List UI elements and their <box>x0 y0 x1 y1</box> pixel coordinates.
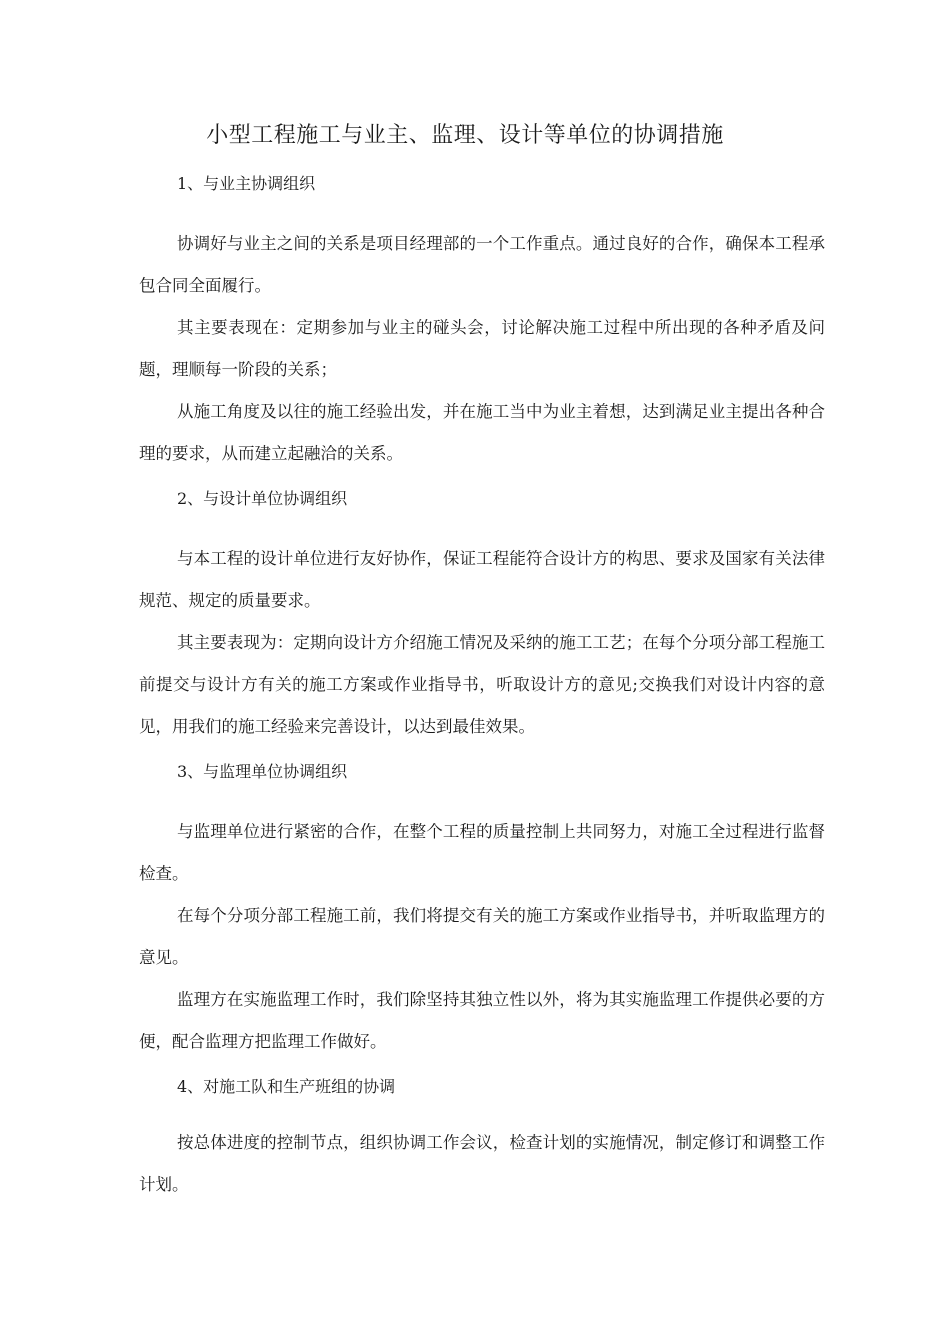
section-heading-1: 1、与业主协调组织 <box>177 174 316 193</box>
section-3-paragraph-2: 在每个分项分部工程施工前，我们将提交有关的施工方案或作业指导书，并听取监理方的意见。 <box>139 906 825 967</box>
section-1-paragraph-1: 协调好与业主之间的关系是项目经理部的一个工作重点。通过良好的合作，确保本工程承包合同全面履行。 <box>139 234 825 295</box>
section-heading-2: 2、与设计单位协调组织 <box>177 489 348 508</box>
section-heading-3: 3、与监理单位协调组织 <box>177 762 348 781</box>
section-3-paragraph-3: 监理方在实施监理工作时，我们除坚持其独立性以外，将为其实施监理工作提供必要的方便，配合监理方把监理工作做好。 <box>139 990 825 1051</box>
section-4-paragraph-1: 按总体进度的控制节点，组织协调工作会议，检查计划的实施情况，制定修订和调整工作计划。 <box>139 1133 825 1194</box>
document-title: 小型工程施工与业主、监理、设计等单位的协调措施 <box>206 123 724 148</box>
section-heading-4: 4、对施工队和生产班组的协调 <box>177 1077 396 1096</box>
section-1-paragraph-2: 其主要表现在：定期参加与业主的碰头会，讨论解决施工过程中所出现的各种矛盾及问题，理顺每一阶段的关系； <box>139 318 825 379</box>
section-1-paragraph-3: 从施工角度及以往的施工经验出发，并在施工当中为业主着想，达到满足业主提出各种合理的要求，从而建立起融洽的关系。 <box>139 402 825 463</box>
section-2-paragraph-2: 其主要表现为：定期向设计方介绍施工情况及采纳的施工工艺；在每个分项分部工程施工前提交与设计方有关的施工方案或作业指导书，听取设计方的意见;交换我们对设计内容的意见，用我们的施工经验来完善设计，以达到最佳效果。 <box>139 633 825 736</box>
section-3-paragraph-1: 与监理单位进行紧密的合作，在整个工程的质量控制上共同努力，对施工全过程进行监督检查。 <box>139 822 825 883</box>
section-2-paragraph-1: 与本工程的设计单位进行友好协作，保证工程能符合设计方的构思、要求及国家有关法律规范、规定的质量要求。 <box>139 549 825 610</box>
